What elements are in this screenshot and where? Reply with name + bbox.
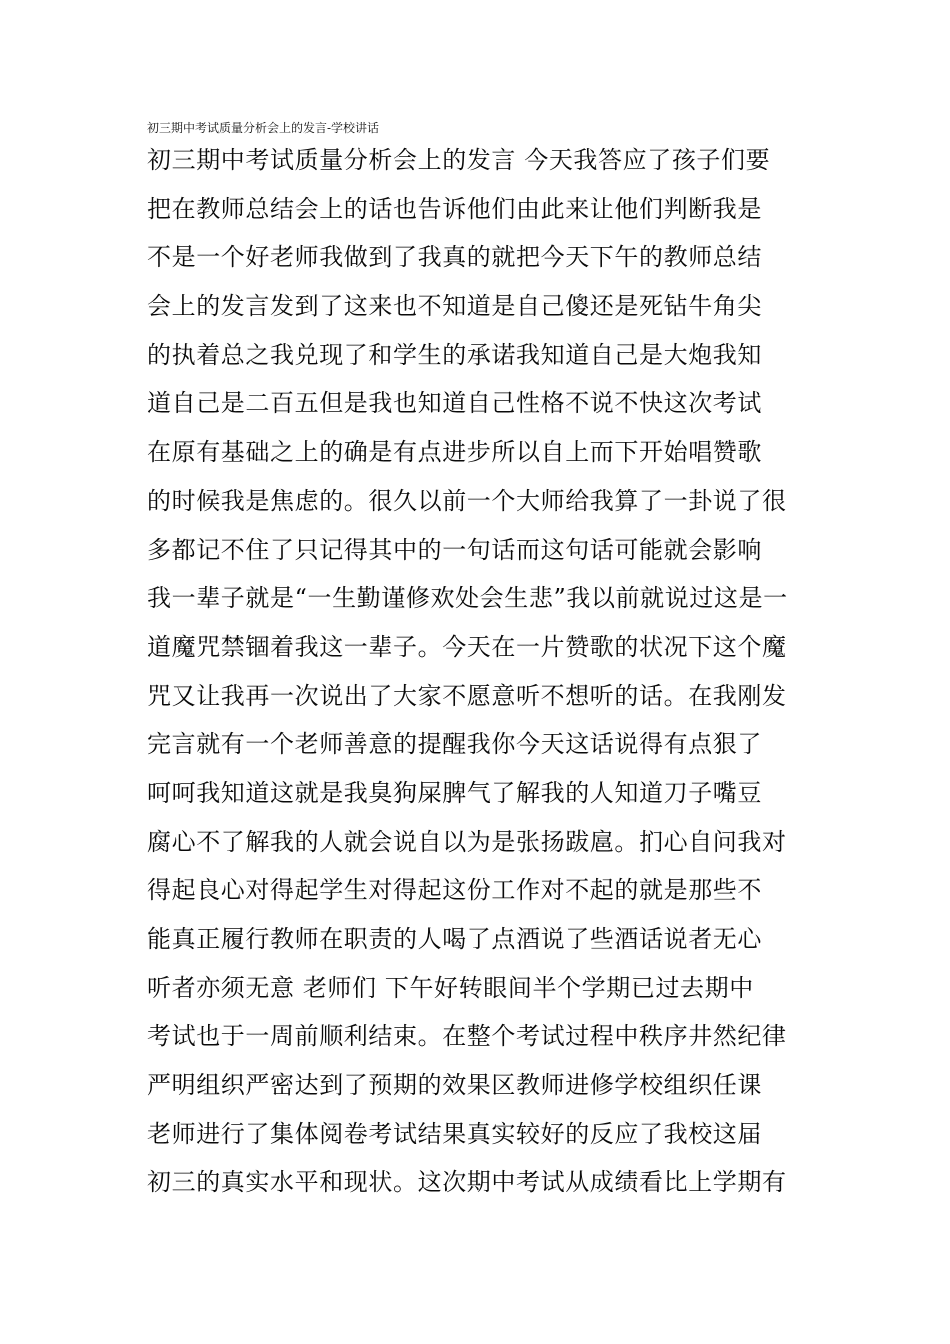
text-line: 考试也于一周前顺利结束。在整个考试过程中秩序井然纪律 — [147, 1022, 787, 1051]
page-header: 初三期中考试质量分析会上的发言-学校讲话 — [147, 121, 380, 135]
text-line: 初三期中考试质量分析会上的发言 今天我答应了孩子们要 — [147, 146, 771, 174]
text-line: 腐心不了解我的人就会说自以为是张扬跋扈。扪心自问我对 — [147, 827, 787, 856]
text-line: 的时候我是焦虑的。很久以前一个大师给我算了一卦说了很 — [147, 486, 787, 515]
text-line: 不是一个好老师我做到了我真的就把今天下午的教师总结 — [147, 243, 762, 272]
text-line: 初三的真实水平和现状。这次期中考试从成绩看比上学期有 — [147, 1168, 787, 1197]
text-line: 得起良心对得起学生对得起这份工作对不起的就是那些不 — [147, 876, 762, 905]
text-line: 多都记不住了只记得其中的一句话而这句话可能就会影响 — [147, 535, 762, 564]
text-line: 道自己是二百五但是我也知道自己性格不说不快这次考试 — [147, 389, 762, 418]
text-line: 完言就有一个老师善意的提醒我你今天这话说得有点狠了 — [147, 730, 762, 759]
text-line: 在原有基础之上的确是有点进步所以自上而下开始唱赞歌 — [147, 438, 762, 467]
text-line: 能真正履行教师在职责的人喝了点酒说了些酒话说者无心 — [147, 925, 762, 953]
text-line: 的执着总之我兑现了和学生的承诺我知道自己是大炮我知 — [147, 340, 762, 369]
text-line: 道魔咒禁锢着我这一辈子。今天在一片赞歌的状况下这个魔 — [147, 632, 787, 661]
text-line: 把在教师总结会上的话也告诉他们由此来让他们判断我是 — [147, 194, 762, 223]
text-line: 呵呵我知道这就是我臭狗屎脾气了解我的人知道刀子嘴豆 — [147, 778, 762, 807]
text-line: 老师进行了集体阅卷考试结果真实较好的反应了我校这届 — [147, 1119, 762, 1148]
text-line: 我一辈子就是“一生勤谨修欢处会生悲”我以前就说过这是一 — [147, 584, 788, 613]
text-line: 听者亦须无意 老师们 下午好转眼间半个学期已过去期中 — [147, 973, 754, 1002]
text-line: 咒又让我再一次说出了大家不愿意听不想听的话。在我刚发 — [147, 681, 787, 710]
text-line: 严明组织严密达到了预期的效果区教师进修学校组织任课 — [147, 1071, 762, 1100]
document-body — [147, 136, 817, 1207]
text-line: 会上的发言发到了这来也不知道是自己傻还是死钻牛角尖 — [147, 292, 762, 321]
